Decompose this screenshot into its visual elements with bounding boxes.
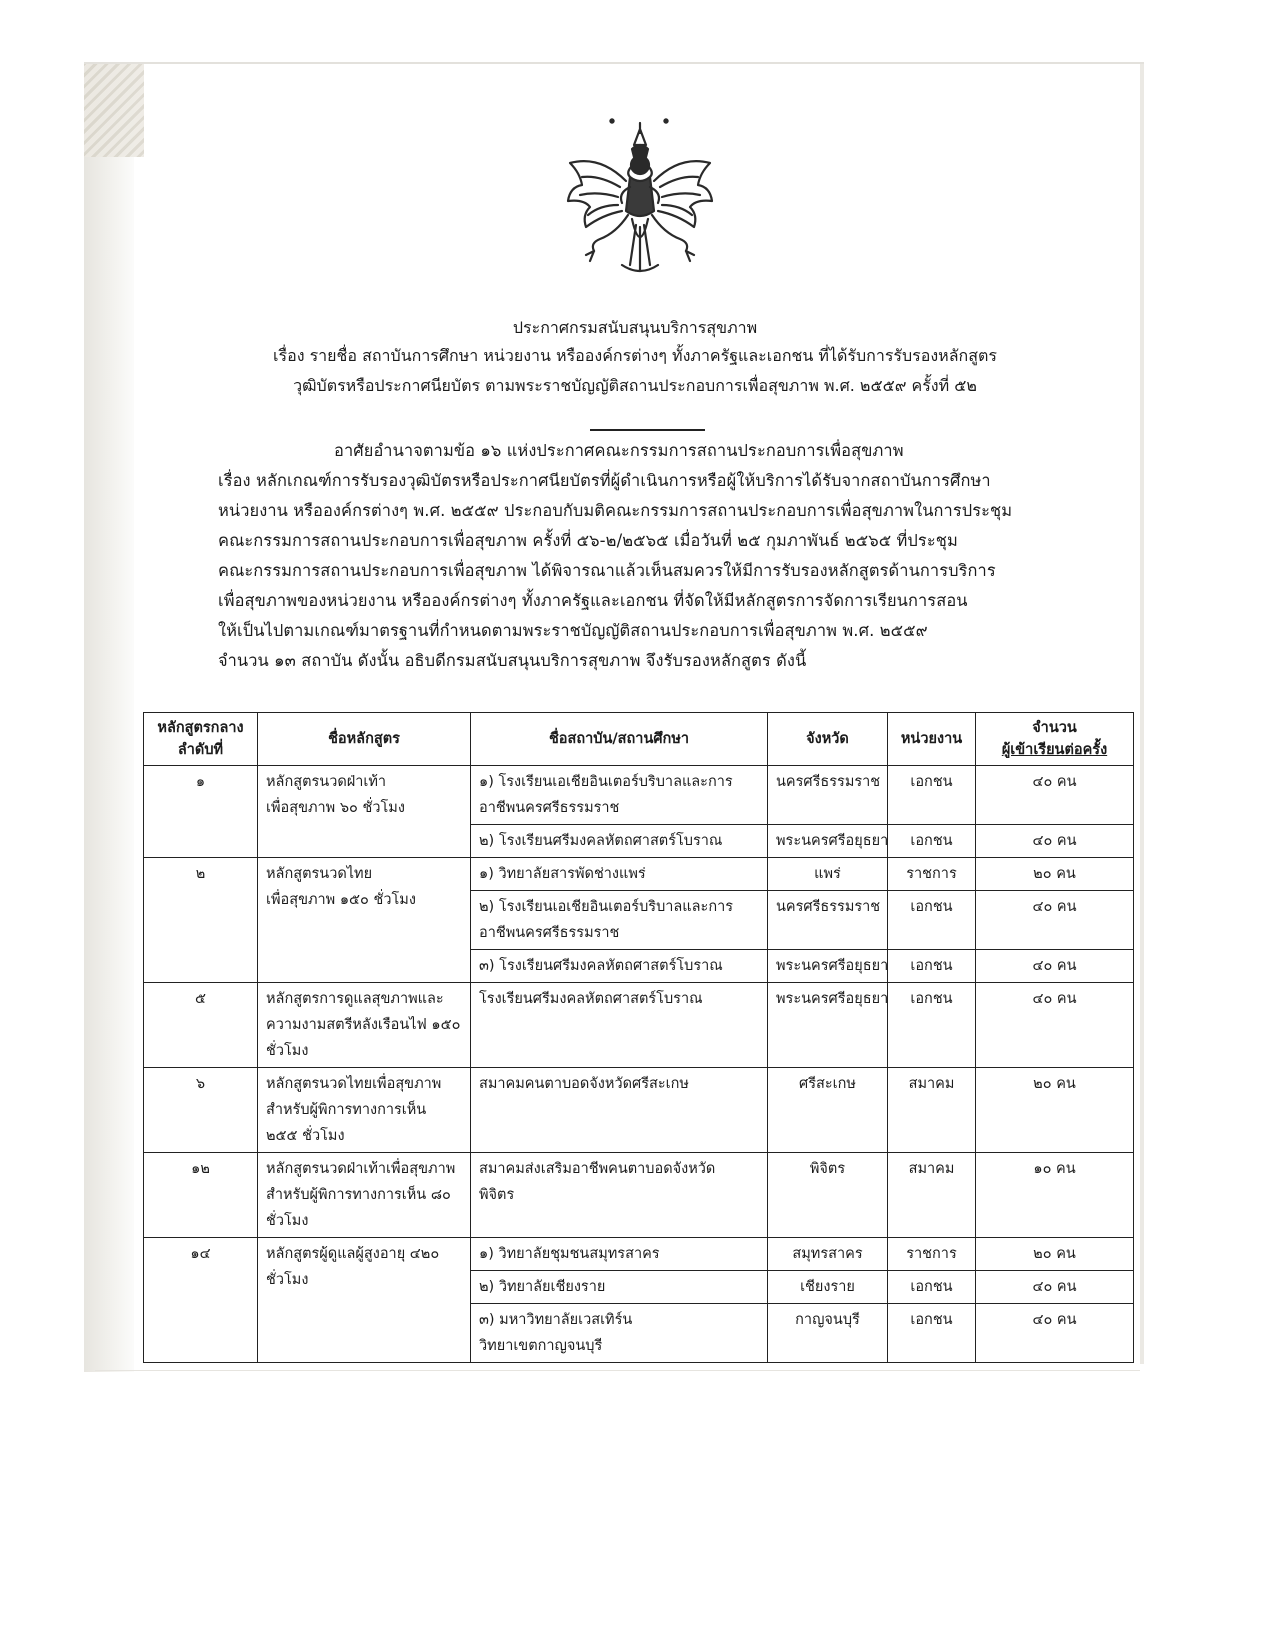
cell-course-no: ๕	[144, 983, 258, 1068]
course-name-line-2: สำหรับผู้พิการทางการเห็น	[266, 1102, 427, 1118]
table-row	[144, 858, 1134, 891]
cell-institution	[471, 1304, 768, 1363]
course-name-line-3: ชั่วโมง	[266, 1213, 309, 1229]
accredited-courses-table	[143, 712, 1134, 1363]
course-name-line-1: หลักสูตรการดูแลสุขภาพและ	[266, 991, 444, 1007]
cell-capacity: ๔๐ คน	[976, 891, 1134, 950]
institution-line-1: ๒) โรงเรียนศรีมงคลหัตถศาสตร์โบราณ	[479, 833, 723, 849]
cell-sector: เอกชน	[888, 1271, 976, 1304]
cell-course-no: ๒	[144, 858, 258, 983]
scan-texture-corner	[84, 62, 144, 157]
institution-line-1: สมาคมคนตาบอดจังหวัดศรีสะเกษ	[479, 1076, 689, 1092]
body-line-5: คณะกรรมการสถานประกอบการเพื่อสุขภาพ ได้พิจารณาแล้วเห็นสมควรให้มีการรับรองหลักสูตรด้านการบริการ	[218, 561, 996, 580]
header-institution: ชื่อสถาบัน/สถานศึกษา	[471, 713, 768, 766]
cell-sector: เอกชน	[888, 825, 976, 858]
course-name-line-2: ความงามสตรีหลังเรือนไฟ ๑๕๐	[266, 1017, 461, 1033]
table-body	[144, 766, 1134, 1363]
header-course-no-line1: หลักสูตรกลาง	[157, 720, 244, 736]
cell-sector: ราชการ	[888, 858, 976, 891]
course-name-line-3: ๒๕๕ ชั่วโมง	[266, 1128, 345, 1144]
announcement-subject-line-2: วุฒิบัตรหรือประกาศนียบัตร ตามพระราชบัญญัติสถานประกอบการเพื่อสุขภาพ พ.ศ. ๒๕๕๙ ครั้งที่ ๕๒	[293, 376, 977, 395]
course-name-line-1: หลักสูตรนวดฝ่าเท้า	[266, 774, 387, 790]
institution-line-2: อาชีพนครศรีธรรมราช	[479, 925, 620, 941]
table-row	[144, 766, 1134, 825]
cell-sector: เอกชน	[888, 1304, 976, 1363]
cell-province: พระนครศรีอยุธยา	[768, 983, 888, 1068]
cell-institution	[471, 1271, 768, 1304]
cell-province: นครศรีธรรมราช	[768, 891, 888, 950]
course-name-line-1: หลักสูตรนวดฝ่าเท้าเพื่อสุขภาพ	[266, 1161, 456, 1177]
header-sector: หน่วยงาน	[888, 713, 976, 766]
header-capacity-line2: ผู้เข้าเรียนต่อครั้ง	[1001, 742, 1108, 758]
scan-edge-top	[84, 62, 1144, 64]
cell-capacity: ๒๐ คน	[976, 1068, 1134, 1153]
cell-province: กาญจนบุรี	[768, 1304, 888, 1363]
cell-course-name	[258, 766, 471, 858]
cell-capacity: ๔๐ คน	[976, 1304, 1134, 1363]
cell-course-no: ๑๒	[144, 1153, 258, 1238]
body-line-1: อาศัยอำนาจตามข้อ ๑๖ แห่งประกาศคณะกรรมการสถานประกอบการเพื่อสุขภาพ	[334, 441, 904, 460]
cell-sector: เอกชน	[888, 891, 976, 950]
cell-institution	[471, 950, 768, 983]
cell-institution	[471, 983, 768, 1068]
cell-institution	[471, 825, 768, 858]
institution-line-1: ๑) โรงเรียนเอเชียอินเตอร์บริบาลและการ	[479, 774, 733, 790]
header-course-name: ชื่อหลักสูตร	[258, 713, 471, 766]
cell-sector: สมาคม	[888, 1068, 976, 1153]
cell-capacity: ๒๐ คน	[976, 1238, 1134, 1271]
cell-capacity: ๔๐ คน	[976, 1271, 1134, 1304]
table-header-row	[144, 713, 1134, 766]
institution-line-1: ๓) มหาวิทยาลัยเวสเทิร์น	[479, 1312, 633, 1328]
table-row	[144, 1068, 1134, 1153]
cell-sector: เอกชน	[888, 950, 976, 983]
cell-province: นครศรีธรรมราช	[768, 766, 888, 825]
cell-sector: ราชการ	[888, 1238, 976, 1271]
course-name-line-1: หลักสูตรผู้ดูแลผู้สูงอายุ ๔๒๐	[266, 1246, 440, 1262]
cell-capacity: ๑๐ คน	[976, 1153, 1134, 1238]
scan-edge-right	[1140, 64, 1144, 1364]
body-line-7: ให้เป็นไปตามเกณฑ์มาตรฐานที่กำหนดตามพระราชบัญญัติสถานประกอบการเพื่อสุขภาพ พ.ศ. ๒๕๕๙	[218, 621, 928, 640]
course-name-line-2: สำหรับผู้พิการทางการเห็น ๘๐	[266, 1187, 451, 1203]
body-line-4: คณะกรรมการสถานประกอบการเพื่อสุขภาพ ครั้งที่ ๕๖-๒/๒๕๖๕ เมื่อวันที่ ๒๕ กุมภาพันธ์ ๒๕๖๕ ที่ประชุม	[218, 531, 958, 550]
scan-edge-bottom	[95, 1370, 1140, 1371]
title-underline	[590, 429, 705, 431]
cell-sector: เอกชน	[888, 766, 976, 825]
table-row	[144, 1153, 1134, 1238]
cell-course-no: ๖	[144, 1068, 258, 1153]
cell-capacity: ๔๐ คน	[976, 766, 1134, 825]
course-name-line-3: ชั่วโมง	[266, 1043, 309, 1059]
institution-line-1: ๒) โรงเรียนเอเชียอินเตอร์บริบาลและการ	[479, 899, 734, 915]
cell-institution	[471, 858, 768, 891]
cell-sector: สมาคม	[888, 1153, 976, 1238]
institution-line-2: พิจิตร	[479, 1187, 515, 1203]
announcement-subject-line-1: เรื่อง รายชื่อ สถาบันการศึกษา หน่วยงาน หรือองค์กรต่างๆ ทั้งภาครัฐและเอกชน ที่ได้รับการรับรองหลักสูตร	[273, 346, 997, 365]
institution-line-2: อาชีพนครศรีธรรมราช	[479, 800, 620, 816]
cell-course-name	[258, 1153, 471, 1238]
course-name-line-2: เพื่อสุขภาพ ๑๕๐ ชั่วโมง	[266, 892, 416, 908]
body-line-6: เพื่อสุขภาพของหน่วยงาน หรือองค์กรต่างๆ ทั้งภาครัฐและเอกชน ที่จัดให้มีหลักสูตรการจัดการเรียนการสอน	[218, 591, 968, 610]
cell-sector: เอกชน	[888, 983, 976, 1068]
table-row	[144, 983, 1134, 1068]
table-row	[144, 1238, 1134, 1271]
institution-line-1: โรงเรียนศรีมงคลหัตถศาสตร์โบราณ	[479, 991, 703, 1007]
cell-course-name	[258, 983, 471, 1068]
cell-course-name	[258, 858, 471, 983]
cell-course-name	[258, 1068, 471, 1153]
institution-line-2: วิทยาเขตกาญจนบุรี	[479, 1338, 603, 1354]
header-course-no	[144, 713, 258, 766]
header-province: จังหวัด	[768, 713, 888, 766]
cell-capacity: ๔๐ คน	[976, 825, 1134, 858]
cell-capacity: ๒๐ คน	[976, 858, 1134, 891]
cell-institution	[471, 1153, 768, 1238]
header-course-no-line2: ลำดับที่	[177, 742, 224, 758]
header-capacity	[976, 713, 1134, 766]
institution-line-1: ๒) วิทยาลัยเชียงราย	[479, 1279, 606, 1295]
body-line-8: จำนวน ๑๓ สถาบัน ดังนั้น อธิบดีกรมสนับสนุนบริการสุขภาพ จึงรับรองหลักสูตร ดังนี้	[218, 651, 807, 670]
cell-province: แพร่	[768, 858, 888, 891]
cell-institution	[471, 1068, 768, 1153]
announcement-issuer: ประกาศกรมสนับสนุนบริการสุขภาพ	[512, 318, 758, 337]
cell-province: เชียงราย	[768, 1271, 888, 1304]
cell-capacity: ๔๐ คน	[976, 983, 1134, 1068]
course-name-line-1: หลักสูตรนวดไทย	[266, 866, 373, 882]
scan-shadow-left	[84, 62, 134, 1372]
course-name-line-2: ชั่วโมง	[266, 1272, 309, 1288]
cell-province: พระนครศรีอยุธยา	[768, 825, 888, 858]
cell-province: พิจิตร	[768, 1153, 888, 1238]
institution-line-1: ๑) วิทยาลัยสารพัดช่างแพร่	[479, 866, 646, 882]
cell-course-no: ๑	[144, 766, 258, 858]
course-name-line-1: หลักสูตรนวดไทยเพื่อสุขภาพ	[266, 1076, 442, 1092]
cell-institution	[471, 891, 768, 950]
cell-course-no: ๑๔	[144, 1238, 258, 1363]
cell-course-name	[258, 1238, 471, 1363]
body-line-3: หน่วยงาน หรือองค์กรต่างๆ พ.ศ. ๒๕๕๙ ประกอบกับมติคณะกรรมการสถานประกอบการเพื่อสุขภาพในการประชุม	[218, 501, 1013, 520]
institution-line-1: ๓) โรงเรียนศรีมงคลหัตถศาสตร์โบราณ	[479, 958, 723, 974]
header-capacity-line1: จำนวน	[1032, 720, 1077, 736]
course-name-line-2: เพื่อสุขภาพ ๖๐ ชั่วโมง	[266, 800, 405, 816]
garuda-emblem-icon	[560, 115, 720, 285]
cell-province: สมุทรสาคร	[768, 1238, 888, 1271]
cell-institution	[471, 1238, 768, 1271]
cell-institution	[471, 766, 768, 825]
cell-capacity: ๔๐ คน	[976, 950, 1134, 983]
institution-line-1: ๑) วิทยาลัยชุมชนสมุทรสาคร	[479, 1246, 660, 1262]
body-line-2: เรื่อง หลักเกณฑ์การรับรองวุฒิบัตรหรือประกาศนียบัตรที่ผู้ดำเนินการหรือผู้ให้บริการได้รับจากสถาบันการศึกษา	[218, 471, 991, 490]
cell-province: พระนครศรีอยุธยา	[768, 950, 888, 983]
institution-line-1: สมาคมส่งเสริมอาชีพคนตาบอดจังหวัด	[479, 1161, 716, 1177]
cell-province: ศรีสะเกษ	[768, 1068, 888, 1153]
